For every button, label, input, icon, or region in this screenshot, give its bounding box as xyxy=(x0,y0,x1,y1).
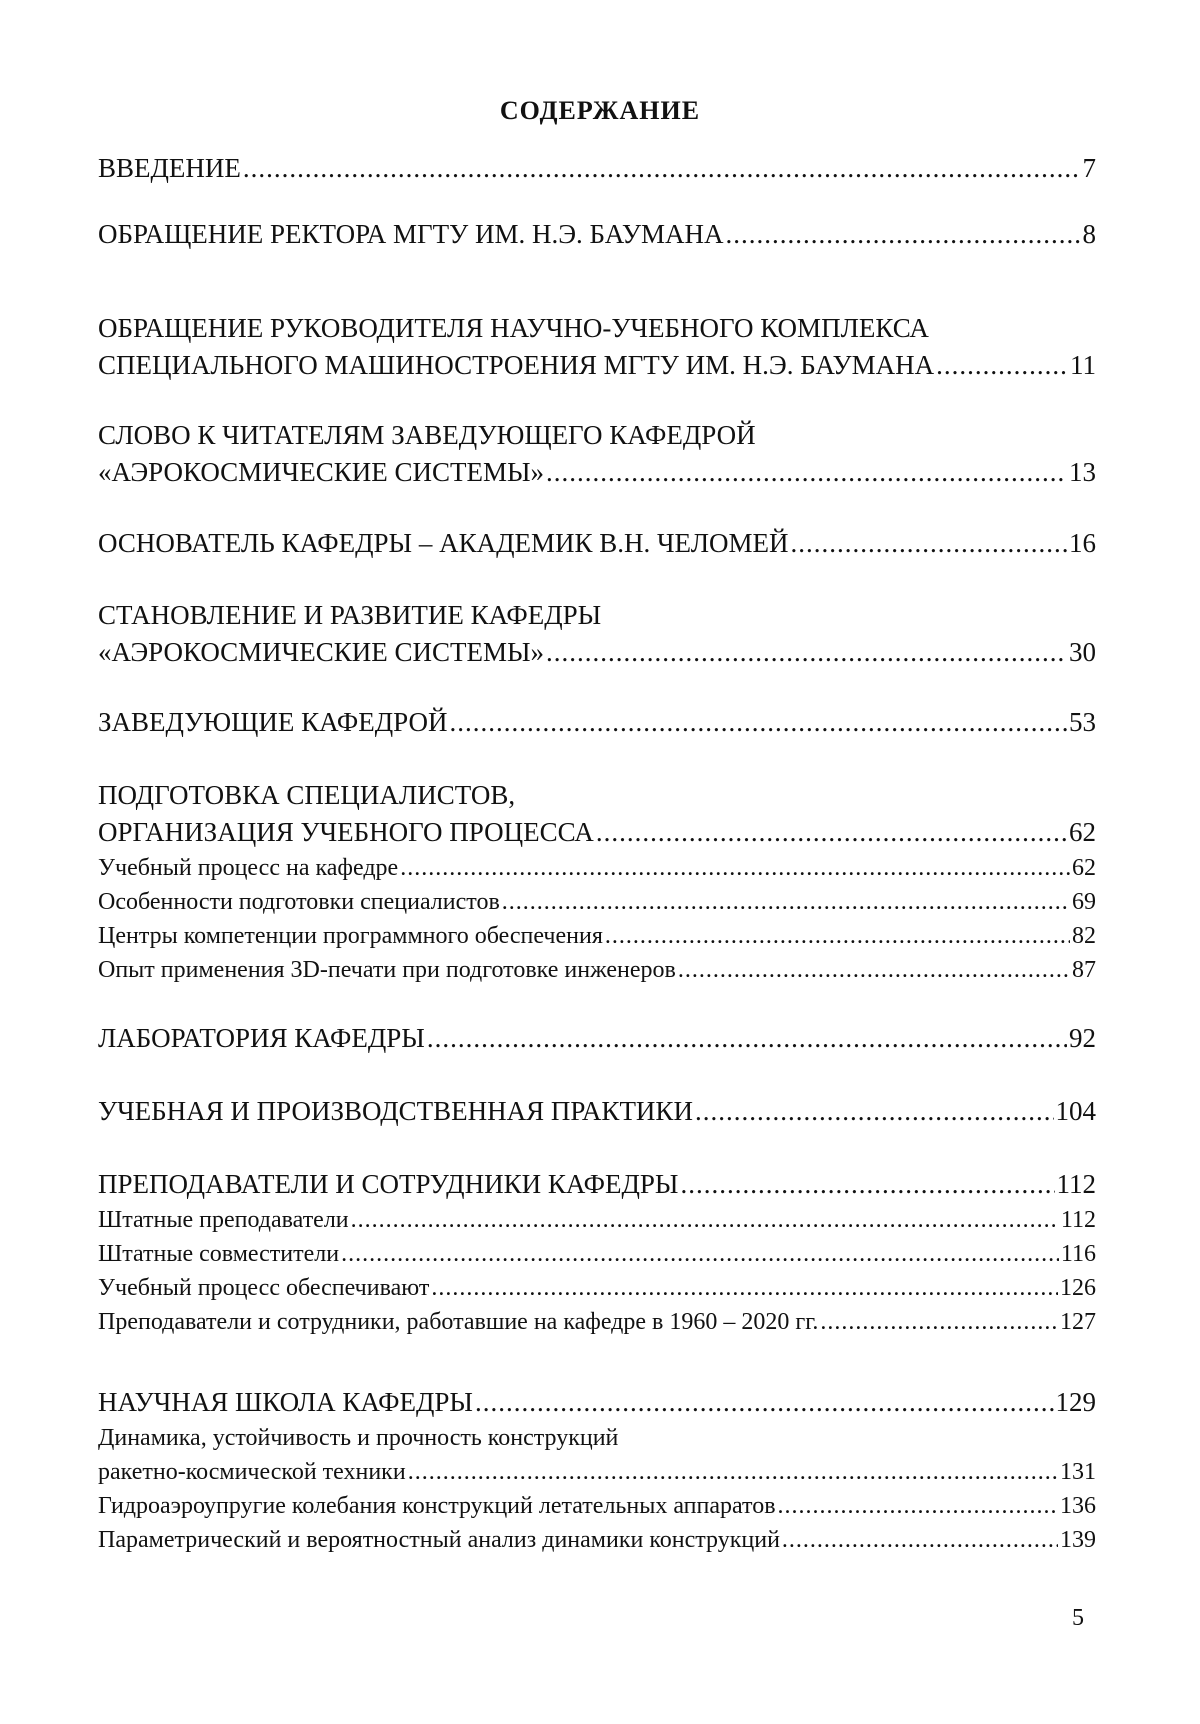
toc-entry-label: ОСНОВАТЕЛЬ КАФЕДРЫ – АКАДЕМИК В.Н. ЧЕЛОМЕЙ xyxy=(98,528,789,558)
toc-entry-label-line1: СТАНОВЛЕНИЕ И РАЗВИТИЕ КАФЕДРЫ xyxy=(98,600,602,630)
dot-leader xyxy=(782,1523,1058,1557)
dot-leader xyxy=(243,150,1081,187)
toc-entry-page: 8 xyxy=(1082,219,1096,249)
toc-subentry xyxy=(98,851,1096,885)
toc-line xyxy=(98,814,1096,851)
dot-leader xyxy=(820,1305,1058,1339)
toc-subentry-label: Учебный процесс обеспечивают xyxy=(98,1275,430,1301)
toc-line xyxy=(98,704,1096,741)
toc-subentry-page: 136 xyxy=(1060,1493,1096,1519)
toc-line xyxy=(98,1384,1096,1421)
toc-section xyxy=(98,1166,1096,1339)
dot-leader xyxy=(678,953,1070,987)
toc-subentry-page: 139 xyxy=(1060,1527,1096,1553)
dot-leader xyxy=(351,1203,1059,1237)
toc-line xyxy=(98,1020,1096,1057)
toc-subentry-page: 131 xyxy=(1060,1459,1096,1485)
toc-entry-label-line1: СЛОВО К ЧИТАТЕЛЯМ ЗАВЕДУЮЩЕГО КАФЕДРОЙ xyxy=(98,420,756,450)
dot-leader xyxy=(605,919,1070,953)
dot-leader xyxy=(400,851,1070,885)
toc-subentry-label: ракетно-космической техники xyxy=(98,1459,406,1485)
toc-line xyxy=(98,1166,1096,1203)
toc-entry-label: УЧЕБНАЯ И ПРОИЗВОДСТВЕННАЯ ПРАКТИКИ xyxy=(98,1096,693,1126)
toc-entry xyxy=(98,150,1096,187)
toc-entry xyxy=(98,310,1096,384)
toc-subentry-page: 69 xyxy=(1072,889,1096,915)
toc-entry-page: 53 xyxy=(1069,707,1096,737)
toc-subentry-label: Штатные совместители xyxy=(98,1241,340,1267)
toc-entry xyxy=(98,417,1096,491)
toc-subentry xyxy=(98,953,1096,987)
toc-line xyxy=(98,347,1096,384)
dot-leader xyxy=(725,216,1080,253)
toc-line xyxy=(98,150,1096,187)
toc-entry-label: СПЕЦИАЛЬНОГО МАШИНОСТРОЕНИЯ МГТУ ИМ. Н.Э. БАУМАНА xyxy=(98,350,935,380)
toc-line xyxy=(98,216,1096,253)
toc-entry-page: 62 xyxy=(1069,817,1096,847)
toc-subentry xyxy=(98,1489,1096,1523)
dot-leader xyxy=(596,814,1067,851)
toc-entry xyxy=(98,704,1096,741)
toc-subentry-page: 62 xyxy=(1072,855,1096,881)
toc-subentry-label: Параметрический и вероятностный анализ динамики конструкций xyxy=(98,1527,780,1553)
toc-line xyxy=(98,525,1096,562)
toc-subentry xyxy=(98,1203,1096,1237)
toc-entry-label: ОРГАНИЗАЦИЯ УЧЕБНОГО ПРОЦЕССА xyxy=(98,817,594,847)
dot-leader xyxy=(475,1384,1054,1421)
toc-entry-label: ЗАВЕДУЮЩИЕ КАФЕДРОЙ xyxy=(98,707,448,737)
toc-subentry-page: 116 xyxy=(1060,1241,1096,1267)
dot-leader xyxy=(546,634,1067,671)
toc-subentry-label: Гидроаэроупругие колебания конструкций летательных аппаратов xyxy=(98,1493,776,1519)
toc-entry xyxy=(98,1093,1096,1130)
toc-section xyxy=(98,777,1096,987)
page-number: 5 xyxy=(1072,1605,1084,1631)
toc-subentry-label: Центры компетенции программного обеспечения xyxy=(98,923,603,949)
toc-subentry xyxy=(98,1305,1096,1339)
toc-title: СОДЕРЖАНИЕ xyxy=(499,96,701,125)
dot-leader xyxy=(695,1093,1054,1130)
toc-subentry xyxy=(98,919,1096,953)
toc-subentry-page: 126 xyxy=(1060,1275,1096,1301)
toc-entry xyxy=(98,525,1096,562)
toc-subentry-label-line1: Динамика, устойчивость и прочность конструкций xyxy=(98,1425,619,1451)
toc-entry-label: «АЭРОКОСМИЧЕСКИЕ СИСТЕМЫ» xyxy=(98,637,545,667)
toc-entry-page: 11 xyxy=(1070,350,1096,380)
toc-entry-page: 129 xyxy=(1055,1387,1096,1417)
toc-entry-label: ВВЕДЕНИЕ xyxy=(98,153,241,183)
toc-subentry-page: 87 xyxy=(1072,957,1096,983)
toc-entry-page: 7 xyxy=(1082,153,1096,183)
toc-entry-page: 30 xyxy=(1069,637,1096,667)
toc-line xyxy=(98,454,1096,491)
toc-entry-label: ЛАБОРАТОРИЯ КАФЕДРЫ xyxy=(98,1023,425,1053)
toc-subentry xyxy=(98,1237,1096,1271)
toc-entry xyxy=(98,216,1096,253)
dot-leader xyxy=(546,454,1067,491)
toc-section xyxy=(98,1384,1096,1557)
toc-entry-page: 92 xyxy=(1069,1023,1096,1053)
toc-entry-page: 16 xyxy=(1069,528,1096,558)
dot-leader xyxy=(680,1166,1054,1203)
dot-leader xyxy=(408,1455,1058,1489)
dot-leader xyxy=(936,347,1068,384)
toc-subentry-page: 112 xyxy=(1060,1207,1096,1233)
toc-subentry xyxy=(98,1523,1096,1557)
toc-subentry-label: Особенности подготовки специалистов xyxy=(98,889,500,915)
toc-line xyxy=(98,634,1096,671)
toc-subentry xyxy=(98,1271,1096,1305)
toc-line xyxy=(98,1093,1096,1130)
dot-leader xyxy=(450,704,1067,741)
toc-subentry-label: Учебный процесс на кафедре xyxy=(98,855,399,881)
toc-subentry-label: Опыт применения 3D-печати при подготовке инженеров xyxy=(98,957,676,983)
toc-entry-page: 112 xyxy=(1056,1169,1096,1199)
toc-entry-label: НАУЧНАЯ ШКОЛА КАФЕДРЫ xyxy=(98,1387,473,1417)
toc-entry-page: 104 xyxy=(1055,1096,1096,1126)
dot-leader xyxy=(502,885,1070,919)
toc-subentry-page: 82 xyxy=(1072,923,1096,949)
dot-leader xyxy=(427,1020,1067,1057)
dot-leader xyxy=(791,525,1067,562)
toc-entry-label: ОБРАЩЕНИЕ РЕКТОРА МГТУ ИМ. Н.Э. БАУМАНА xyxy=(98,219,724,249)
dot-leader xyxy=(778,1489,1058,1523)
toc-entry-label-line1: ПОДГОТОВКА СПЕЦИАЛИСТОВ, xyxy=(98,780,516,810)
toc-entry-label-line1: ОБРАЩЕНИЕ РУКОВОДИТЕЛЯ НАУЧНО-УЧЕБНОГО КОМПЛЕКСА xyxy=(98,313,929,343)
toc-subentry-label: Преподаватели и сотрудники, работавшие на кафедре в 1960 – 2020 гг. xyxy=(98,1309,819,1335)
toc-entry xyxy=(98,1020,1096,1057)
toc-subentry-page: 127 xyxy=(1060,1309,1096,1335)
toc-entry-label: ПРЕПОДАВАТЕЛИ И СОТРУДНИКИ КАФЕДРЫ xyxy=(98,1169,679,1199)
toc-subentry xyxy=(98,885,1096,919)
toc-entry-page: 13 xyxy=(1069,457,1096,487)
toc-entry xyxy=(98,597,1096,671)
toc-subentry xyxy=(98,1455,1096,1489)
dot-leader xyxy=(431,1271,1058,1305)
toc-entry-label: «АЭРОКОСМИЧЕСКИЕ СИСТЕМЫ» xyxy=(98,457,545,487)
toc-subentry-label: Штатные преподаватели xyxy=(98,1207,349,1233)
dot-leader xyxy=(341,1237,1059,1271)
